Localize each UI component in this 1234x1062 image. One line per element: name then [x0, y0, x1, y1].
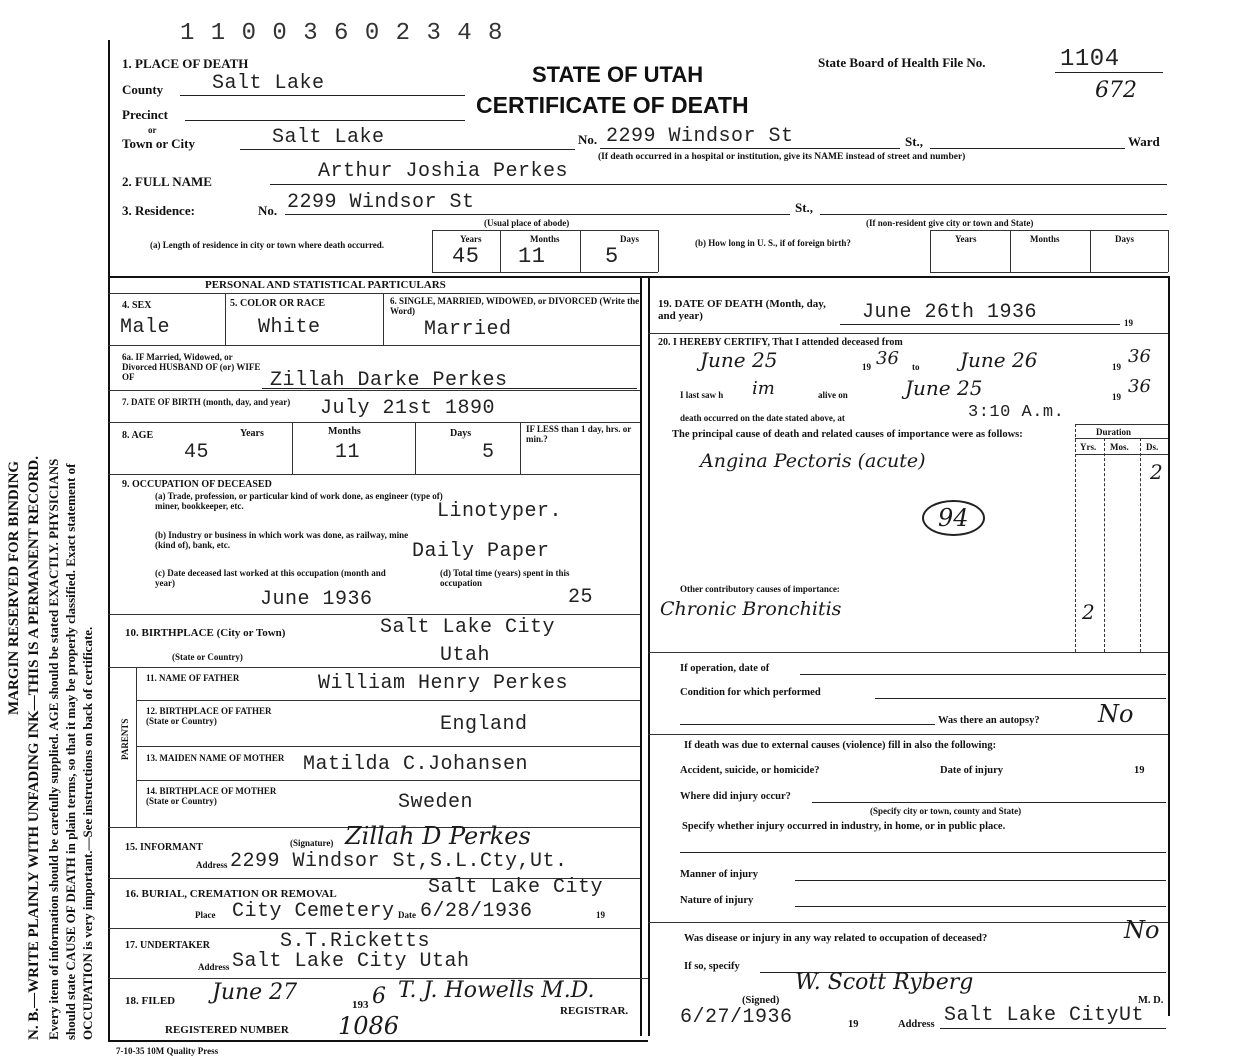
date-of-death: June 26th 1936	[862, 301, 1038, 324]
duration-label: Duration	[1096, 427, 1132, 437]
occ-b-label: (b) Industry or business in which work was done, as railway, mine (kind of), bank, etc.	[155, 530, 409, 550]
attended-to: June 26	[960, 348, 1038, 372]
other-causes-label: Other contributory causes of importance:	[680, 584, 840, 594]
burial-place: City Cemetery	[232, 900, 395, 923]
county-label: County	[122, 82, 164, 97]
us-days-label: Days	[1115, 234, 1135, 244]
age-days-label: Days	[450, 428, 472, 439]
death-time: 3:10 A.m.	[968, 403, 1065, 422]
operation-label: If operation, date of	[680, 663, 770, 674]
specify-place: Specify whether injury occurred in industry, in home, or in public place.	[682, 821, 1006, 832]
certificate-title: CERTIFICATE OF DEATH	[476, 92, 749, 118]
where-label: Where did injury occur?	[680, 791, 791, 802]
date-of-death-label: 19. DATE OF DEATH (Month, day, and year)	[658, 298, 826, 322]
autopsy-label: Was there an autopsy?	[938, 715, 1040, 726]
color-value: White	[258, 316, 321, 339]
to-yr: 36	[1128, 346, 1151, 367]
father-value: William Henry Perkes	[318, 672, 569, 695]
st-label: St.,	[905, 134, 924, 149]
burial-date-label: Date	[398, 910, 416, 920]
duration-ds-label: Ds.	[1146, 442, 1159, 452]
county-value: Salt Lake	[212, 72, 325, 95]
footer-print: 7-10-35 10M Quality Press	[116, 1046, 219, 1056]
principal-cause: Angina Pectoris (acute)	[700, 450, 926, 472]
related-value: No	[1124, 916, 1160, 944]
town-label: Town or City	[122, 136, 195, 151]
registered-number: 1086	[338, 1012, 400, 1040]
nonresident-note: (If non-resident give city or town and State)	[866, 218, 1034, 228]
res-months: 11	[518, 244, 546, 269]
file-number: 1104	[1060, 46, 1120, 73]
age-label: 8. AGE	[122, 430, 154, 441]
cause-label: The principal cause of death and related causes of importance were as follows:	[672, 429, 1023, 440]
to-yr-pre: 19	[1112, 362, 1121, 372]
occ-c-value: June 1936	[260, 588, 373, 611]
to-label: to	[912, 362, 920, 372]
personal-heading: PERSONAL AND STATISTICAL PARTICULARS	[205, 279, 446, 291]
full-name-value: Arthur Joshia Perkes	[318, 160, 569, 183]
burial-date: 6/28/1936	[420, 900, 533, 923]
last-saw: im	[752, 378, 775, 399]
margin-instruction-2: should state CAUSE OF DEATH in plain terms, so that it may be properly classified. Exact statement of	[63, 463, 78, 1040]
nature-label: Nature of injury	[680, 895, 754, 906]
file-number-2: 672	[1095, 78, 1137, 103]
other-cause: Chronic Bronchitis	[660, 598, 842, 620]
sex-label: 4. SEX	[122, 300, 152, 311]
related-label: Was disease or injury in any way related to occupation of deceased?	[684, 933, 988, 944]
mother-label: 13. MAIDEN NAME OF MOTHER	[146, 753, 285, 763]
registrar-signature: T. J. Howells M.D.	[398, 978, 595, 1003]
duration-mos-label: Mos.	[1110, 442, 1129, 452]
occurred-label: death occurred on the date stated above, at	[680, 413, 845, 423]
birthplace-state-label: (State or Country)	[172, 652, 243, 662]
sex-value: Male	[120, 316, 171, 339]
sign-year: 19	[848, 1019, 859, 1030]
filed-year-pre: 193	[352, 999, 369, 1011]
physician-addr-label: Address	[898, 1019, 935, 1030]
specify-note: (Specify city or town, county and State)	[870, 806, 1022, 816]
res-days: 5	[605, 244, 619, 269]
or-label: or	[148, 125, 157, 135]
informant-addr-label: Address	[196, 860, 228, 870]
res-years: 45	[452, 244, 480, 269]
occ-a-value: Linotyper.	[437, 500, 563, 523]
residence-label: 3. Residence:	[122, 203, 195, 218]
occ-b-value: Daily Paper	[412, 540, 550, 563]
accident-label: Accident, suicide, or homicide?	[680, 765, 820, 776]
registrar-label: REGISTRAR.	[560, 1005, 629, 1017]
us-months-label: Months	[1030, 234, 1060, 244]
res-years-label: Years	[460, 234, 482, 244]
alive-on: June 25	[905, 376, 983, 400]
age-years: 45	[184, 441, 210, 464]
occ-d-label: (d) Total time (years) spent in this occupation	[440, 568, 570, 588]
undertaker-value: S.T.Ricketts	[280, 930, 431, 953]
parents-side-label: PARENTS	[120, 718, 130, 760]
cause-days: 2	[1150, 460, 1163, 484]
state-title: STATE OF UTAH	[532, 62, 704, 87]
cause-code: 94	[922, 500, 985, 536]
age-less-label: IF LESS than 1 day, hrs. or min.?	[526, 424, 632, 444]
if-so-label: If so, specify	[684, 961, 740, 972]
residence-st-label: St.,	[795, 200, 814, 215]
certify-label: 20. I HEREBY CERTIFY, That I attended deceased from	[658, 337, 903, 348]
autopsy-value: No	[1098, 700, 1134, 728]
dob-label: 7. DATE OF BIRTH (month, day, and year)	[122, 397, 291, 407]
injury-year: 19	[1134, 765, 1145, 776]
md-label: M. D.	[1138, 995, 1164, 1006]
us-length-label: (b) How long in U. S., if of foreign birth?	[695, 238, 851, 248]
signed-label: (Signed)	[742, 995, 780, 1006]
mother-bp-value: Sweden	[398, 791, 474, 814]
age-months: 11	[335, 441, 361, 464]
manner-label: Manner of injury	[680, 869, 758, 880]
res-days-label: Days	[620, 234, 640, 244]
town-value: Salt Lake	[272, 126, 385, 149]
length-label: (a) Length of residence in city or town where death occurred.	[150, 240, 385, 250]
precinct-label: Precinct	[122, 107, 168, 122]
injury-date-label: Date of injury	[940, 765, 1003, 776]
mother-bp-label: 14. BIRTHPLACE OF MOTHER (State or Country)	[146, 786, 277, 806]
from-yr-pre: 19	[862, 362, 871, 372]
spouse-label: 6a. IF Married, Widowed, or Divorced HUSBAND OF (or) WIFE OF	[122, 352, 261, 382]
burial-value: Salt Lake City	[428, 876, 604, 899]
external-label: If death was due to external causes (violence) fill in also the following:	[684, 740, 997, 751]
margin-instruction-3: OCCUPATION is very important.—See instructions on back of certificate.	[80, 626, 95, 1040]
physician-signature: W. Scott Ryberg	[795, 970, 974, 995]
spouse-value: Zillah Darke Perkes	[270, 369, 508, 392]
filed-label: 18. FILED	[125, 995, 176, 1007]
place-note: (If death occurred in a hospital or institution, give its NAME instead of street and number)	[598, 152, 966, 162]
birthplace-label: 10. BIRTHPLACE (City or Town)	[125, 627, 286, 639]
color-label: 5. COLOR OR RACE	[230, 298, 326, 309]
street-value: 2299 Windsor St	[606, 125, 794, 148]
age-months-label: Months	[328, 426, 361, 437]
father-bp-value: England	[440, 713, 528, 736]
residence-value: 2299 Windsor St	[287, 191, 475, 214]
physician-address: Salt Lake CityUt	[944, 1004, 1145, 1027]
file-number-label: State Board of Health File No.	[818, 55, 986, 70]
serial-number: 1 1 0 0 3 6 0 2 3 4 8	[180, 20, 504, 47]
age-years-label: Years	[240, 428, 264, 439]
burial-place-label: Place	[195, 910, 216, 920]
last-saw-label: I last saw h	[680, 390, 724, 400]
alive-yr: 36	[1128, 376, 1151, 397]
from-yr: 36	[876, 348, 899, 369]
ward-label: Ward	[1128, 134, 1160, 149]
filed-value: June 27	[212, 980, 298, 1005]
attended-from: June 25	[700, 348, 778, 372]
duration-yrs-label: Yrs.	[1080, 442, 1097, 452]
usual-abode-note: (Usual place of abode)	[484, 218, 570, 228]
birthplace-state: Utah	[440, 644, 491, 667]
burial-label: 16. BURIAL, CREMATION OR REMOVAL	[125, 888, 337, 900]
marital-label: 6. SINGLE, MARRIED, WIDOWED, or DIVORCED (Write the Word)	[390, 296, 640, 316]
margin-instruction-1: Every item of information should be carefully supplied. AGE should be stated EXACTLY. PHYSICIANS	[46, 458, 61, 1040]
undertaker-address: Salt Lake City Utah	[232, 950, 470, 973]
occ-c-label: (c) Date deceased last worked at this occupation (month and year)	[155, 568, 386, 588]
death-year-19: 19	[1124, 318, 1133, 328]
dob-value: July 21st 1890	[320, 397, 496, 420]
informant-address: 2299 Windsor St,S.L.Cty,Ut.	[230, 850, 568, 873]
undertaker-label: 17. UNDERTAKER	[125, 940, 211, 951]
full-name-label: 2. FULL NAME	[122, 174, 212, 189]
age-days: 5	[482, 441, 495, 464]
filed-year-suf: 6	[372, 984, 386, 1009]
other-cause-yrs: 2	[1082, 600, 1095, 624]
undertaker-addr-label: Address	[198, 962, 230, 972]
informant-sig-label: (Signature)	[290, 838, 334, 848]
occ-a-label: (a) Trade, profession, or particular kind of work done, as engineer (type of) miner, bookkeeper, etc.	[155, 491, 443, 511]
margin-binding-text: MARGIN RESERVED FOR BINDING	[6, 460, 22, 715]
occupation-heading: 9. OCCUPATION OF DECEASED	[122, 479, 272, 490]
condition-label: Condition for which performed	[680, 687, 821, 698]
father-label: 11. NAME OF FATHER	[146, 673, 240, 683]
residence-no-label: No.	[258, 203, 278, 218]
mother-value: Matilda C.Johansen	[303, 753, 529, 776]
alive-yr-pre: 19	[1112, 392, 1121, 402]
burial-year-suffix: 19	[596, 910, 605, 920]
occ-d-value: 25	[568, 586, 594, 609]
street-no-label: No.	[578, 132, 598, 147]
father-bp-label: 12. BIRTHPLACE OF FATHER (State or Country)	[146, 706, 272, 726]
registered-number-label: REGISTERED NUMBER	[165, 1024, 289, 1036]
alive-label: alive on	[818, 390, 848, 400]
marital-value: Married	[424, 318, 512, 341]
informant-signature: Zillah D Perkes	[345, 822, 531, 850]
sign-date: 6/27/1936	[680, 1006, 793, 1029]
res-months-label: Months	[530, 234, 560, 244]
birthplace-city: Salt Lake City	[380, 616, 556, 639]
informant-label: 15. INFORMANT	[125, 842, 203, 853]
us-years-label: Years	[955, 234, 977, 244]
place-of-death-heading: 1. PLACE OF DEATH	[122, 56, 249, 71]
margin-ink-text: N. B.—WRITE PLAINLY WITH UNFADING INK—THIS IS A PERMANENT RECORD.	[26, 456, 42, 1040]
